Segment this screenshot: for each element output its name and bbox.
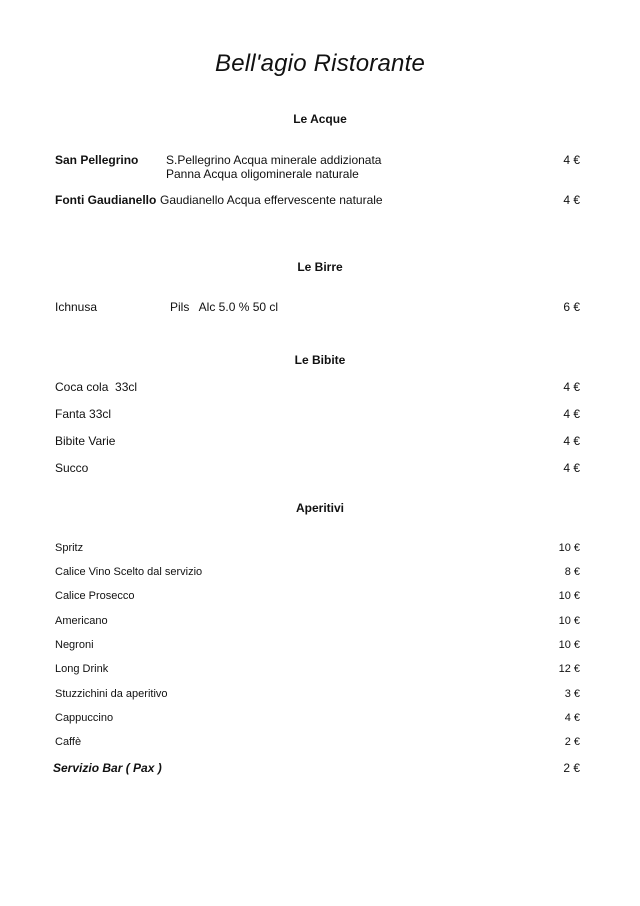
item-price: 10 € bbox=[558, 615, 580, 627]
item-description: Pils Alc 5.0 % 50 cl bbox=[170, 300, 279, 314]
item-price: 4 € bbox=[563, 193, 580, 207]
item-name: Cappuccino bbox=[55, 712, 114, 724]
item-name: Bibite Varie bbox=[55, 434, 116, 448]
section-title-bibite: Le Bibite bbox=[294, 353, 346, 367]
item-name: Ichnusa bbox=[55, 300, 98, 314]
item-name: Spritz bbox=[55, 542, 84, 554]
item-price: 4 € bbox=[563, 380, 580, 394]
section-title-aperitivi: Aperitivi bbox=[295, 501, 344, 515]
item-name: San Pellegrino bbox=[55, 153, 139, 167]
item-price: 6 € bbox=[563, 300, 580, 314]
item-name: Stuzzichini da aperitivo bbox=[55, 688, 168, 700]
item-price: 4 € bbox=[563, 434, 580, 448]
service-charge-price: 2 € bbox=[563, 761, 580, 775]
item-description-line1: S.Pellegrino Acqua minerale addizionata bbox=[166, 153, 382, 167]
item-price: 10 € bbox=[558, 639, 580, 651]
item-name: Caffè bbox=[55, 736, 82, 748]
item-description: Gaudianello Acqua effervescente naturale bbox=[160, 193, 383, 207]
item-name: Calice Vino Scelto dal servizio bbox=[55, 566, 203, 578]
section-title-birre: Le Birre bbox=[297, 260, 343, 274]
item-price: 3 € bbox=[564, 688, 580, 700]
item-price: 10 € bbox=[558, 590, 580, 602]
item-price: 10 € bbox=[558, 542, 580, 554]
item-name: Fanta 33cl bbox=[55, 407, 112, 421]
item-name: Long Drink bbox=[55, 663, 109, 675]
item-price: 4 € bbox=[563, 461, 580, 475]
item-description-line2: Panna Acqua oligominerale naturale bbox=[166, 167, 359, 181]
item-name: Succo bbox=[55, 461, 89, 475]
item-name: Americano bbox=[55, 615, 108, 627]
section-title-acque: Le Acque bbox=[293, 112, 347, 126]
item-price: 8 € bbox=[564, 566, 580, 578]
item-price: 4 € bbox=[564, 712, 580, 724]
item-price: 2 € bbox=[564, 736, 580, 748]
item-name: Negroni bbox=[55, 639, 94, 651]
item-name: Calice Prosecco bbox=[55, 590, 135, 602]
item-name: Fonti Gaudianello bbox=[55, 193, 157, 207]
service-charge-label: Servizio Bar ( Pax ) bbox=[53, 761, 162, 775]
item-price: 12 € bbox=[558, 663, 580, 675]
item-name: Coca cola 33cl bbox=[55, 380, 138, 394]
item-price: 4 € bbox=[563, 153, 580, 167]
restaurant-title: Bell'agio Ristorante bbox=[214, 50, 426, 77]
item-price: 4 € bbox=[563, 407, 580, 421]
